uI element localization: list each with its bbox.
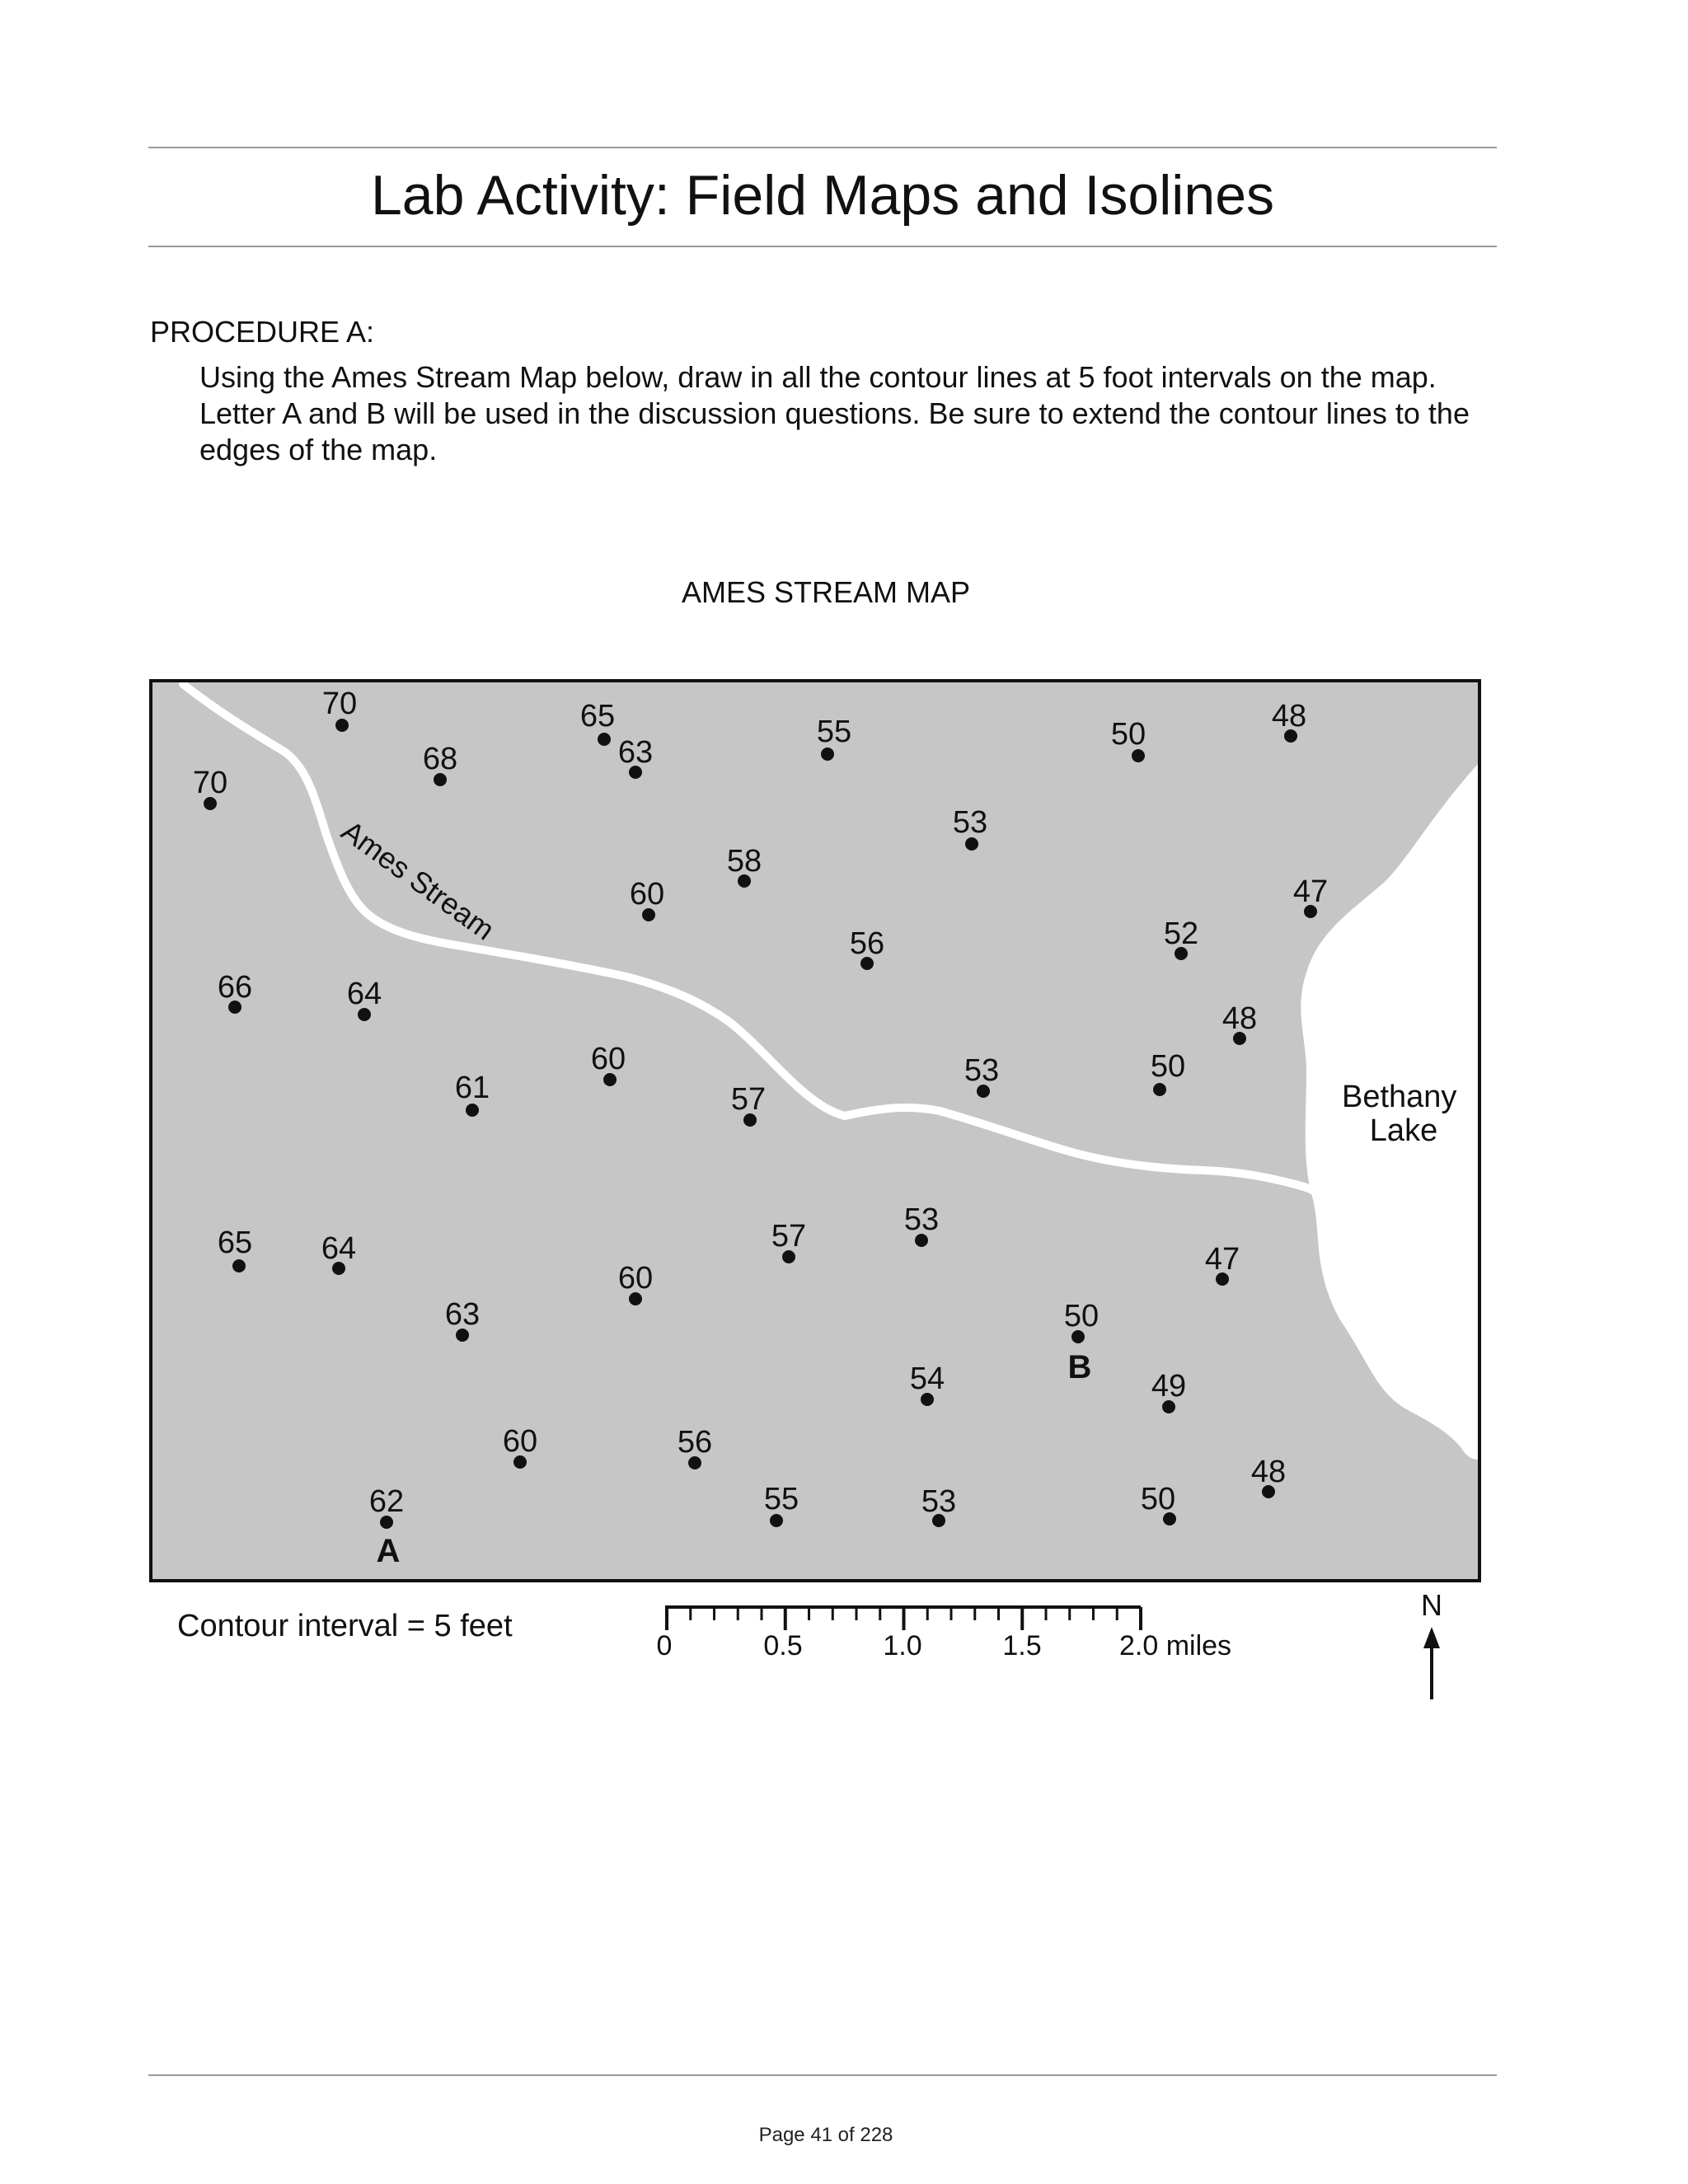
elevation-point-label: 64 — [321, 1231, 357, 1266]
elevation-point-label: 65 — [217, 1226, 253, 1260]
elevation-point-label: 55 — [816, 715, 852, 749]
elevation-point-label: 62 — [368, 1484, 405, 1519]
elevation-point-label: 48 — [1271, 699, 1307, 733]
land-area — [151, 681, 1479, 1581]
page-title: Lab Activity: Field Maps and Isolines — [370, 164, 1275, 227]
elevation-point-label: 65 — [579, 699, 616, 733]
scale-label: 0.5 — [763, 1630, 803, 1661]
elevation-point-label: 70 — [192, 766, 228, 800]
elevation-point-label: 54 — [909, 1361, 945, 1396]
elevation-point-label: 61 — [454, 1071, 490, 1105]
scale-label: 1.0 — [883, 1630, 922, 1661]
scale-label: 0 — [656, 1630, 673, 1661]
procedure-line: Using the Ames Stream Map below, draw in all the contour lines at 5 foot intervals on the map. — [199, 360, 1437, 394]
elevation-point-label: 47 — [1204, 1242, 1240, 1277]
scale-label: 2.0 miles — [1119, 1630, 1232, 1661]
elevation-point-label: 53 — [952, 805, 988, 840]
elevation-point-label: 48 — [1250, 1455, 1287, 1489]
elevation-point-label: 56 — [849, 926, 885, 961]
elevation-point-label: 56 — [677, 1425, 713, 1460]
lake-label-line: Lake — [1369, 1113, 1438, 1148]
elevation-point-label: 58 — [726, 844, 762, 879]
elevation-point-label: 55 — [763, 1482, 799, 1516]
procedure-line: Letter A and B will be used in the discussion questions. Be sure to extend the contour lines to the — [199, 396, 1470, 430]
elevation-point-label: 57 — [730, 1082, 767, 1117]
elevation-point-label: 70 — [321, 687, 358, 721]
procedure-heading: PROCEDURE A: — [150, 315, 375, 349]
elevation-point-label: 60 — [590, 1042, 626, 1076]
elevation-point-label: 52 — [1163, 916, 1199, 951]
contour-interval-text: Contour interval = 5 feet — [177, 1609, 513, 1643]
map-title: AMES STREAM MAP — [681, 575, 971, 609]
stream-label: Ames Stream — [335, 813, 501, 947]
elevation-point-label: 68 — [422, 742, 458, 776]
elevation-point-label: 50 — [1150, 1049, 1186, 1084]
elevation-point-dot — [821, 748, 834, 761]
elevation-point-dot — [232, 1259, 246, 1272]
elevation-point-label: 63 — [444, 1297, 481, 1332]
scale-label: 1.5 — [1002, 1630, 1042, 1661]
elevation-point-label: 53 — [903, 1202, 940, 1237]
elevation-point-label: 48 — [1221, 1001, 1258, 1036]
elevation-point-label: 49 — [1151, 1369, 1187, 1404]
lake-label-line: Bethany — [1341, 1080, 1457, 1114]
elevation-point-label: 60 — [502, 1424, 538, 1459]
elevation-point-label: 57 — [771, 1219, 807, 1254]
page-number: Page 41 of 228 — [758, 2124, 893, 2146]
elevation-point-label: 60 — [629, 877, 665, 912]
elevation-point-dot — [1153, 1083, 1166, 1096]
scale-bar — [657, 1607, 1232, 1661]
elevation-point-label: 53 — [921, 1484, 957, 1519]
procedure-line: edges of the map. — [199, 433, 438, 466]
point-letter-b: B — [1067, 1349, 1092, 1385]
elevation-point-label: 60 — [617, 1261, 654, 1296]
elevation-point-label: 64 — [346, 977, 382, 1011]
elevation-point-label: 53 — [964, 1053, 1000, 1088]
elevation-point-dot — [598, 733, 611, 746]
elevation-point-label: 66 — [217, 970, 253, 1005]
point-letter-a: A — [376, 1533, 401, 1569]
north-arrow-icon — [1423, 1627, 1440, 1648]
elevation-point-label: 50 — [1063, 1299, 1100, 1333]
elevation-point-label: 47 — [1292, 874, 1329, 909]
elevation-point-label: 50 — [1110, 717, 1146, 752]
elevation-point-dot — [466, 1104, 479, 1117]
elevation-point-label: 63 — [617, 735, 654, 770]
north-label: N — [1421, 1588, 1442, 1622]
elevation-point-label: 50 — [1140, 1482, 1176, 1516]
